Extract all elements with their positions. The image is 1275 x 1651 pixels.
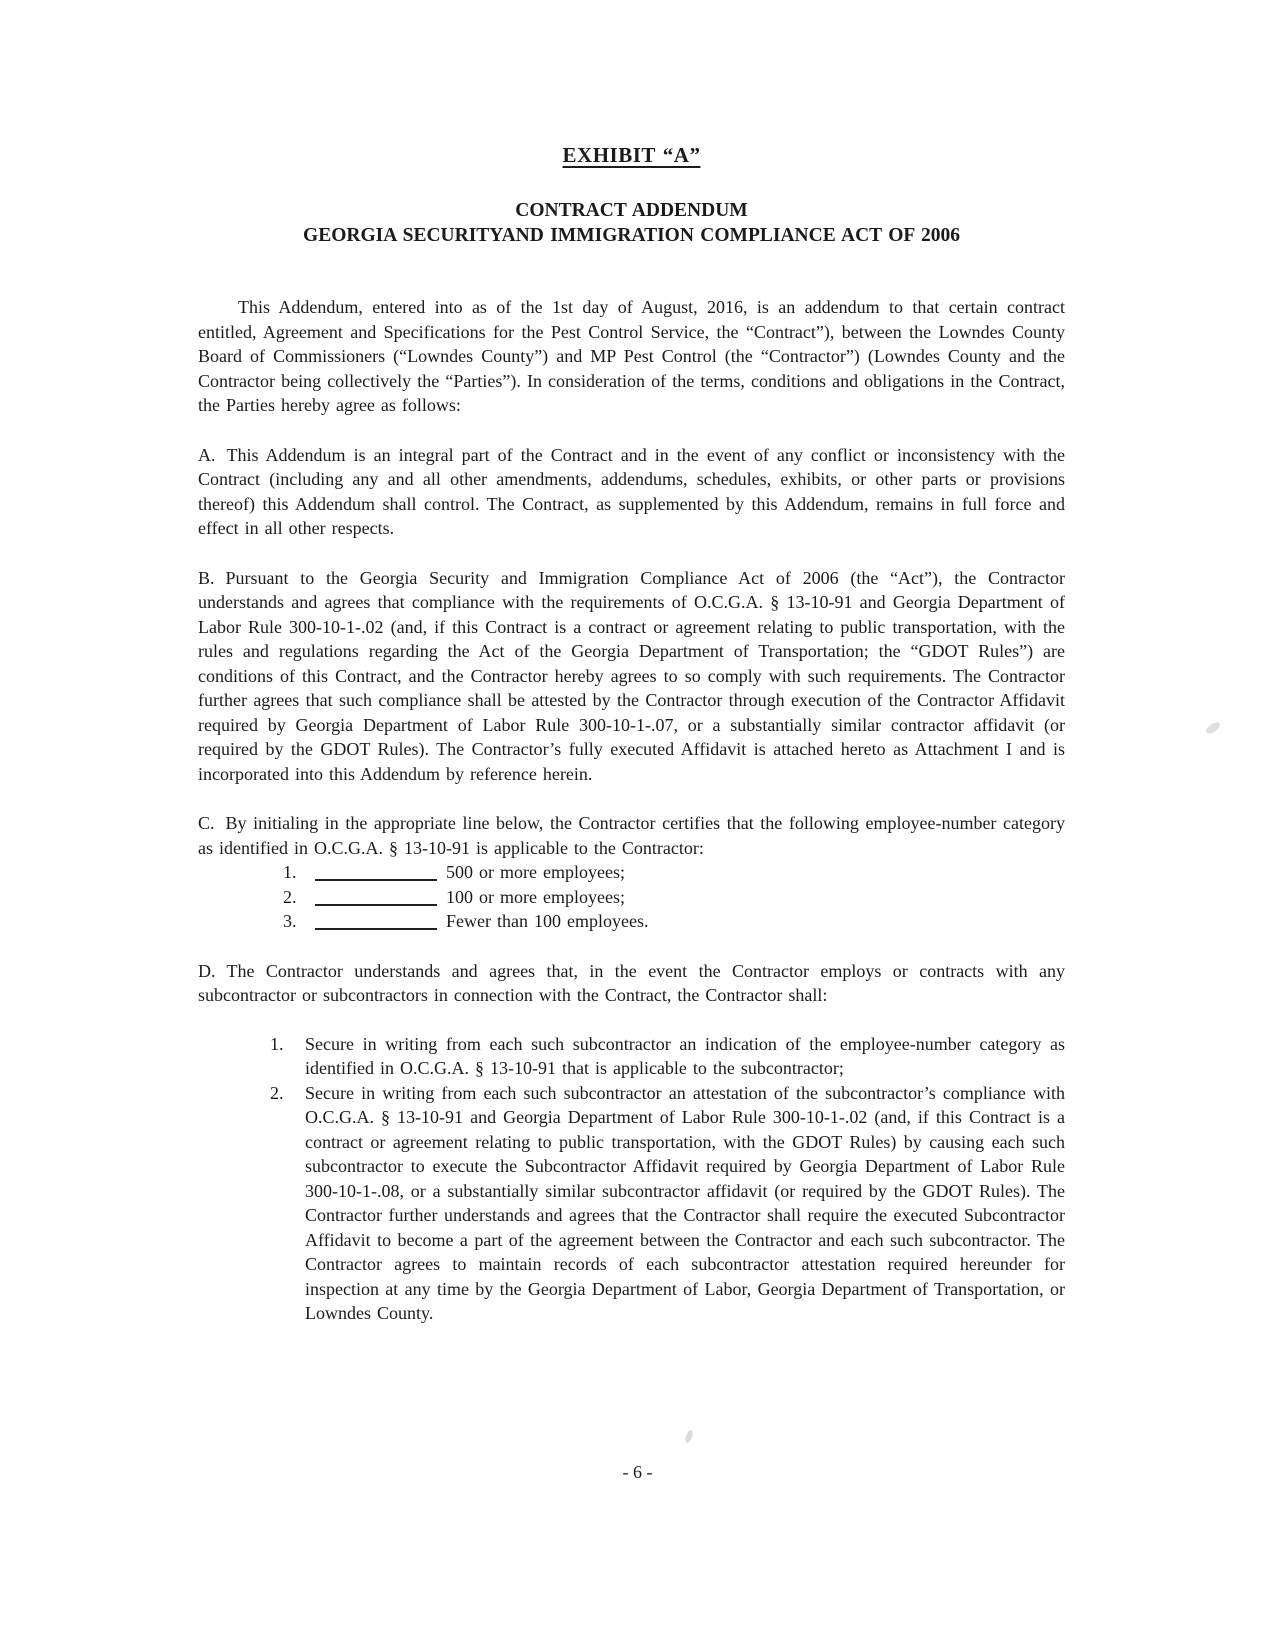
list-item-2-text: Secure in writing from each such subcontractor an attestation of the subcontractor’s compliance with O.C.G.A. § 13-10-91 and Georgia Department of Labor Rule 300-10-1-.02 (and, if this Contract is a contract or agreement relating to public transportation, with the GDOT Rules) by causing each such subcontractor to execute the Subcontractor Affidavit required by Georgia Department of Labor Rule 300-10-1-.08, or a substantially similar subcontractor affidavit (or required by the GDOT Rules). The Contractor further understands and agrees that the Contractor shall require the executed Subcontractor Affidavit to become a part of the agreement between the Contractor and each such subcontractor. The Contractor agrees to maintain records of each subcontractor attestation required hereunder for inspection at any time by the Georgia Department of Labor, Georgia Department of Transportation, or Lowndes County. [305, 1082, 1065, 1323]
scan-artifact [1204, 720, 1222, 736]
employee-count-options [198, 860, 1065, 934]
document-subtitle [198, 198, 1065, 248]
section-a [198, 443, 1065, 541]
option-3-number: 3. [283, 911, 297, 931]
list-item-1-number: 1. [270, 1033, 284, 1054]
exhibit-title: EXHIBIT “A” [562, 143, 701, 167]
section-c [198, 811, 1065, 860]
section-d-text: The Contractor understands and agrees that, in the event the Contractor employs or contracts with any subcontractor or subcontractors in connection with the Contract, the Contractor shall: [198, 960, 1065, 1005]
option-2-label: 100 or more employees; [446, 886, 625, 907]
document-header [198, 143, 1065, 168]
scan-artifact [684, 1429, 694, 1443]
employee-count-option-2 [198, 885, 1065, 910]
page-number: - 6 - [622, 1462, 653, 1482]
employee-count-option-3 [198, 909, 1065, 934]
intro-paragraph: This Addendum, entered into as of the 1st day of August, 2016, is an addendum to that certain contract entitled, Agreement and Specifications for the Pest Control Service, the “Contract”), between the Lowndes County Board of Commissioners (“Lowndes County”) and MP Pest Control (the “Contractor”) (Lowndes County and the Contractor being collectively the “Parties”). In consideration of the terms, conditions and obligations in the Contract, the Parties hereby agree as follows: [198, 297, 1065, 415]
section-d [198, 959, 1065, 1008]
subtitle-act-name: GEORGIA SECURITYAND IMMIGRATION COMPLIANCE ACT OF 2006 [303, 225, 960, 246]
section-b [198, 566, 1065, 787]
option-2-number: 2. [283, 886, 297, 907]
employee-count-option-1 [198, 860, 1065, 885]
section-c-label: C. [198, 813, 215, 833]
option-1-label: 500 or more employees; [446, 862, 625, 882]
document-content [198, 143, 1065, 1326]
subtitle-contract-addendum: CONTRACT ADDENDUM [515, 200, 748, 221]
list-item-1 [198, 1032, 1065, 1081]
option-2-initial-blank-line [315, 890, 437, 906]
section-d-label: D. [198, 960, 216, 981]
option-3-initial-blank-line [315, 914, 437, 930]
section-a-text: This Addendum is an integral part of the Contract and in the event of any conflict or inconsistency with the Contract (including any and all other amendments, addendums, schedules, exhibits, or other parts or provisions thereof) this Addendum shall control. The Contract, as supplemented by this Addendum, remains in full force and effect in all other respects. [198, 444, 1065, 538]
option-1-initial-blank-line [315, 865, 437, 881]
section-a-label: A. [198, 444, 216, 465]
section-c-text: By initialing in the appropriate line below, the Contractor certifies that the following employee-number category as identified in O.C.G.A. § 13-10-91 is applicable to the Contractor: [198, 813, 1065, 858]
list-item-1-text: Secure in writing from each such subcontractor an indication of the employee-number category as identified in O.C.G.A. § 13-10-91 that is applicable to the subcontractor; [305, 1033, 1065, 1078]
section-b-text: Pursuant to the Georgia Security and Immigration Compliance Act of 2006 (the “Act”), the Contractor understands and agrees that compliance with the requirements of O.C.G.A. § 13-10-91 and Georgia Department of Labor Rule 300-10-1-.02 (and, if this Contract is a contract or agreement relating to public transportation, with the rules and regulations regarding the Act of the Georgia Department of Transportation; the “GDOT Rules”) are conditions of this Contract, and the Contractor hereby agrees to so comply with such requirements. The Contractor further agrees that such compliance shall be attested by the Contractor through execution of the Contractor Affidavit required by Georgia Department of Labor Rule 300-10-1-.07, or a substantially similar contractor affidavit (or required by the GDOT Rules). The Contractor’s fully executed Affidavit is attached hereto as Attachment I and is incorporated into this Addendum by reference herein. [198, 567, 1065, 784]
option-1-number: 1. [283, 862, 297, 882]
subcontractor-obligation-list [198, 1032, 1065, 1326]
option-3-label: Fewer than 100 employees. [446, 911, 649, 931]
list-item-2-number: 2. [270, 1082, 284, 1103]
section-b-label: B. [198, 567, 215, 588]
list-item-2 [198, 1081, 1065, 1326]
